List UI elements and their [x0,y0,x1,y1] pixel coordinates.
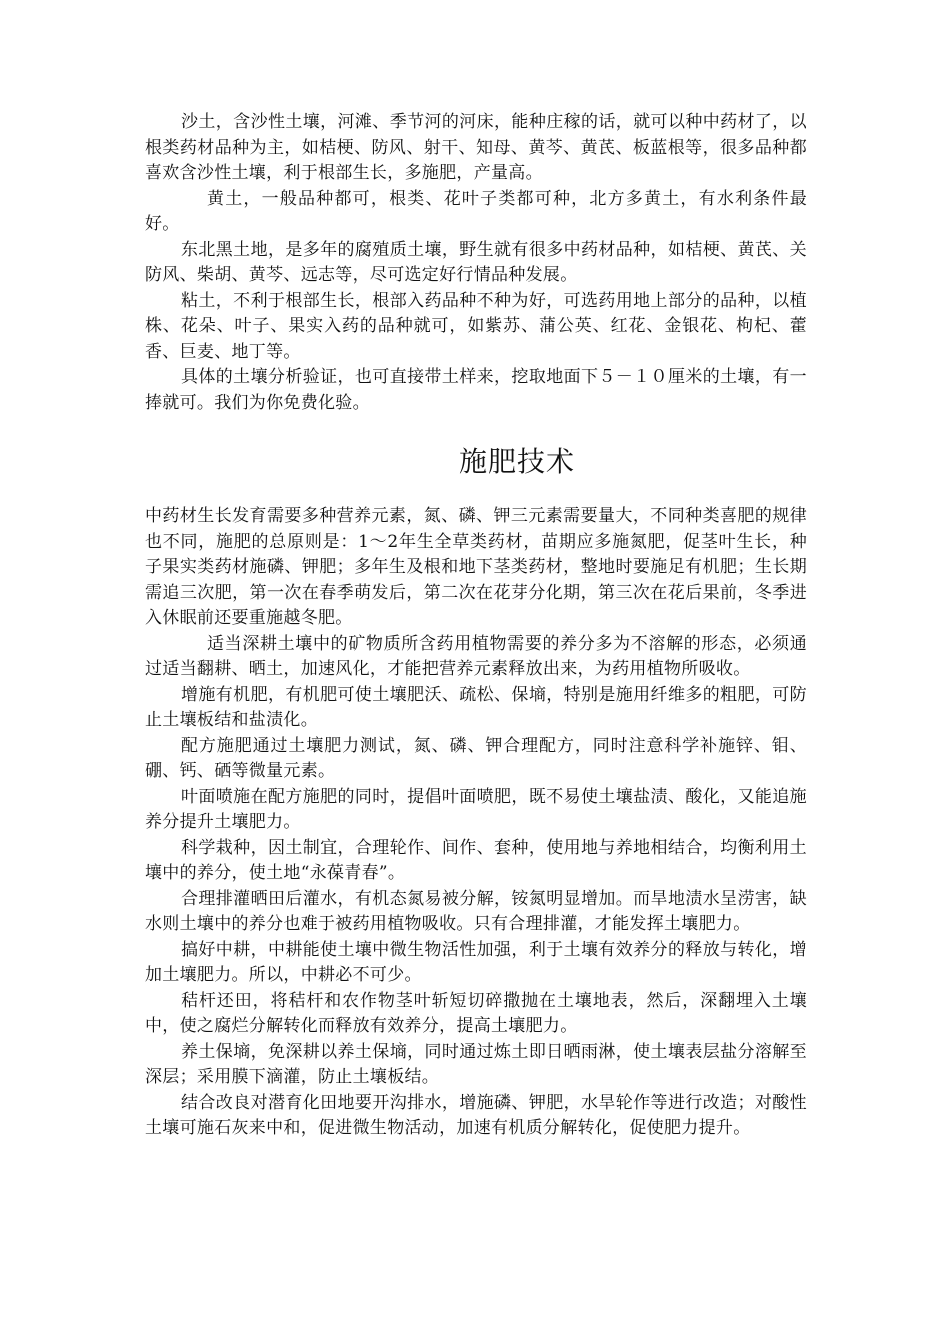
paragraph-foliar-spraying: 叶面喷施在配方施肥的同时，提倡叶面喷肥，既不易使土壤盐渍、酸化，又能追施养分提升土壤肥力。 [145,786,807,832]
paragraph-scientific-planting: 科学栽种，因土制宜，合理轮作、间作、套种，使用地与养地相结合，均衡利用土壤中的养分，使土地“永葆青春”。 [145,837,807,883]
paragraph-irrigation: 合理排灌晒田后灌水，有机态氮易被分解，铵氮明显增加。而旱地渍水呈涝害，缺水则土壤中的养分也难于被药用植物吸收。只有合理排灌，才能发挥土壤肥力。 [145,888,807,934]
paragraph-black-soil: 东北黑土地，是多年的腐殖质土壤，野生就有很多中药材品种，如桔梗、黄芪、关防风、柴胡、黄芩、远志等，尽可选定好行情品种发展。 [145,239,807,285]
paragraph-cultivation: 搞好中耕，中耕能使土壤中微生物活性加强，利于土壤有效养分的释放与转化，增加土壤肥力。所以，中耕必不可少。 [145,939,807,985]
paragraph-clay-soil: 粘土，不利于根部生长，根部入药品种不种为好，可选药用地上部分的品种，以植株、花朵、叶子、果实入药的品种就可，如紫苏、蒲公英、红花、金银花、枸杞、藿香、巨麦、地丁等。 [145,290,807,362]
paragraph-soil-moisture: 养土保墒，免深耕以养土保墒，同时通过炼土即日晒雨淋，使土壤表层盐分溶解至深层；采用膜下滴灌，防止土壤板结。 [145,1041,807,1087]
paragraph-organic-fertilizer: 增施有机肥，有机肥可使土壤肥沃、疏松、保墒，特别是施用纤维多的粗肥，可防止土壤板结和盐渍化。 [145,684,807,730]
paragraph-sandy-soil: 沙土，含沙性土壤，河滩、季节河的河床，能种庄稼的话，就可以种中药材了，以根类药材品种为主，如桔梗、防风、射干、知母、黄芩、黄芪、板蓝根等，很多品种都喜欢含沙性土壤，利于根部生长，多施肥，产量高。 [145,112,807,183]
paragraph-soil-improvement: 结合改良对潜育化田地要开沟排水，增施磷、钾肥，水旱轮作等进行改造；对酸性土壤可施石灰来中和，促进微生物活动，加速有机质分解转化，促使肥力提升。 [145,1092,807,1138]
paragraph-yellow-soil: 黄土，一般品种都可，根类、花叶子类都可种，北方多黄土，有水利条件最好。 [145,188,807,234]
paragraph-deep-plowing: 适当深耕土壤中的矿物质所含药用植物需要的养分多为不溶解的形态，必须通过适当翻耕、晒土，加速风化，才能把营养元素释放出来，为药用植物所吸收。 [145,633,807,679]
paragraph-formula-fertilization: 配方施肥通过土壤肥力测试，氮、磷、钾合理配方，同时注意科学补施锌、钼、硼、钙、硒等微量元素。 [145,735,807,781]
document-page [145,110,807,1142]
section-title: 施肥技术 [458,445,575,478]
paragraph-straw-return: 秸杆还田，将秸杆和农作物茎叶斩短切碎撒抛在土壤地表，然后，深翻埋入土壤中，使之腐烂分解转化而释放有效养分，提高土壤肥力。 [145,990,807,1036]
paragraph-fertilizer-principle: 中药材生长发育需要多种营养元素，氮、磷、钾三元素需要量大，不同种类喜肥的规律也不同，施肥的总原则是：1～2年生全草类药材，苗期应多施氮肥，促茎叶生长，种子果实类药材施磷、钾肥；多年生及根和地下茎类药材，整地时要施足有机肥；生长期需追三次肥，第一次在春季萌发后，第二次在花芽分化期，第三次在花后果前，冬季进入休眠前还要重施越冬肥。 [145,506,807,628]
paragraph-soil-analysis: 具体的土壤分析验证，也可直接带土样来，挖取地面下５－１０厘米的土壤，有一捧就可。我们为你免费化验。 [145,367,807,413]
